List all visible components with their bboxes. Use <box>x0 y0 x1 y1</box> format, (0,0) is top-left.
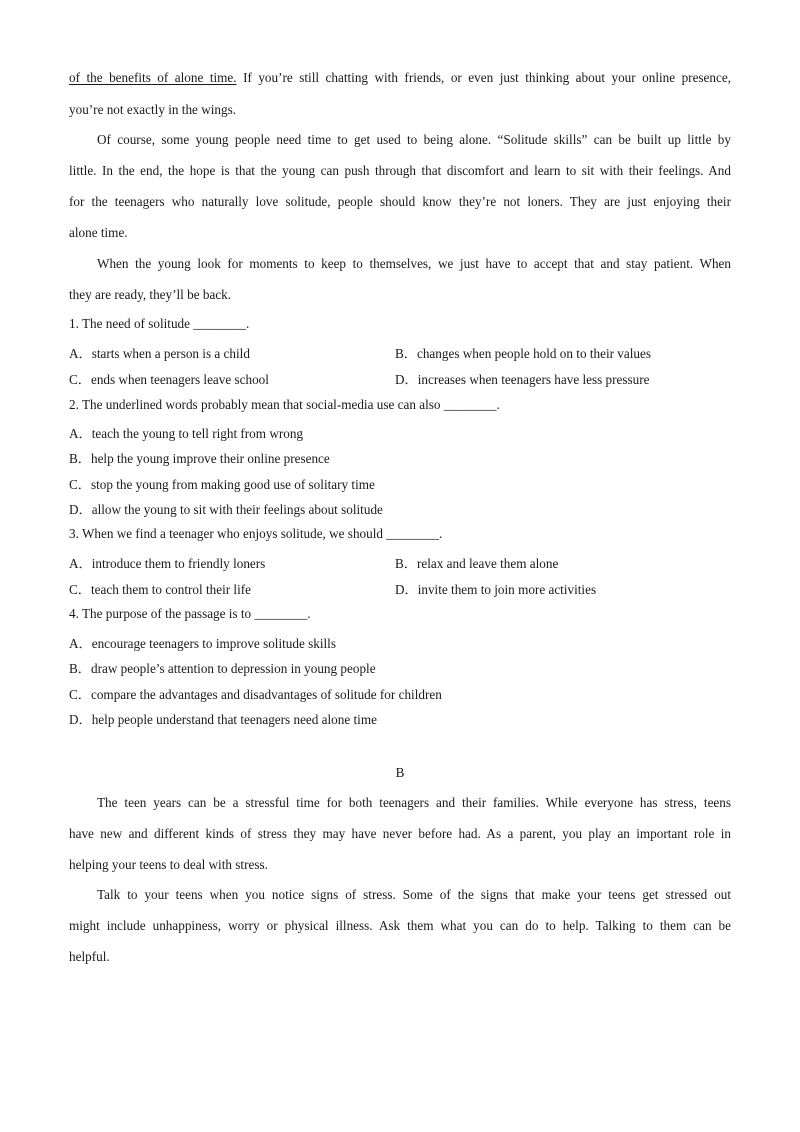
passage-b-para2-line-1: Talk to your teens when you notice signs of stress. Some of the signs that make your teens get stressed out <box>97 887 731 902</box>
question-2-option-d: D．allow the young to sit with their feelings about solitude <box>69 502 383 517</box>
question-3-option-b: B．relax and leave them alone <box>395 556 559 571</box>
question-1-option-c: C．ends when teenagers leave school <box>69 372 269 387</box>
question-4-option-a: A．encourage teenagers to improve solitude skills <box>69 636 336 651</box>
passage-a-line-1 <box>69 70 731 86</box>
question-3-option-a: A．introduce them to friendly loners <box>69 556 266 571</box>
passage-b-para2-line-3: helpful. <box>69 949 110 964</box>
question-1-option-a: A．starts when a person is a child <box>69 346 250 361</box>
question-4-stem: 4. The purpose of the passage is to ________. <box>69 606 311 621</box>
question-3-option-c: C．teach them to control their life <box>69 582 252 597</box>
question-2-option-c: C．stop the young from making good use of solitary time <box>69 477 375 492</box>
passage-a-line-2: you’re not exactly in the wings. <box>69 102 237 117</box>
question-2-option-a: A．teach the young to tell right from wrong <box>69 426 304 441</box>
question-1-option-d: D．increases when teenagers have less pressure <box>395 372 650 387</box>
passage-a-para2-line-3: for the teenagers who naturally love solitude, people should know they’re not loners. They are just enjoying their <box>69 194 731 209</box>
passage-b-para1-line-2: have new and different kinds of stress they may have never before had. As a parent, you play an important role in <box>69 826 731 841</box>
passage-a-para3-line-1: When the young look for moments to keep to themselves, we just have to accept that and stay patient. When <box>97 256 731 271</box>
question-2-stem: 2. The underlined words probably mean that social-media use can also ________. <box>69 397 500 412</box>
question-4-option-d: D．help people understand that teenagers need alone time <box>69 712 377 727</box>
passage-b-para1-line-3: helping your teens to deal with stress. <box>69 857 268 872</box>
passage-a-para2-line-2: little. In the end, the hope is that the young can push through that discomfort and learn to sit with their feelings. And <box>69 163 731 178</box>
question-1-stem: 1. The need of solitude ________. <box>69 316 250 331</box>
passage-a-line-1-rest: If you’re still chatting with friends, or even just thinking about your online presence, <box>236 70 732 85</box>
question-3-option-d: D．invite them to join more activities <box>395 582 597 597</box>
question-3-stem: 3. When we find a teenager who enjoys solitude, we should ________. <box>69 526 443 541</box>
passage-b-heading: B <box>395 765 405 780</box>
underlined-words: of the benefits of alone time. <box>69 70 237 85</box>
passage-a-para2-line-1: Of course, some young people need time to get used to being alone. “Solitude skills” can be built up little by <box>97 132 731 147</box>
passage-a-para2-line-4: alone time. <box>69 225 128 240</box>
question-4-option-c: C．compare the advantages and disadvantages of solitude for children <box>69 687 442 702</box>
question-4-option-b: B．draw people’s attention to depression in young people <box>69 661 376 676</box>
passage-b-para2-line-2: might include unhappiness, worry or physical illness. Ask them what you can do to help. Talking to them can be <box>69 918 731 933</box>
question-2-option-b: B．help the young improve their online presence <box>69 451 330 466</box>
passage-a-para3-line-2: they are ready, they’ll be back. <box>69 287 232 302</box>
question-1-option-b: B．changes when people hold on to their values <box>395 346 651 361</box>
passage-b-para1-line-1: The teen years can be a stressful time for both teenagers and their families. While everyone has stress, teens <box>97 795 731 810</box>
